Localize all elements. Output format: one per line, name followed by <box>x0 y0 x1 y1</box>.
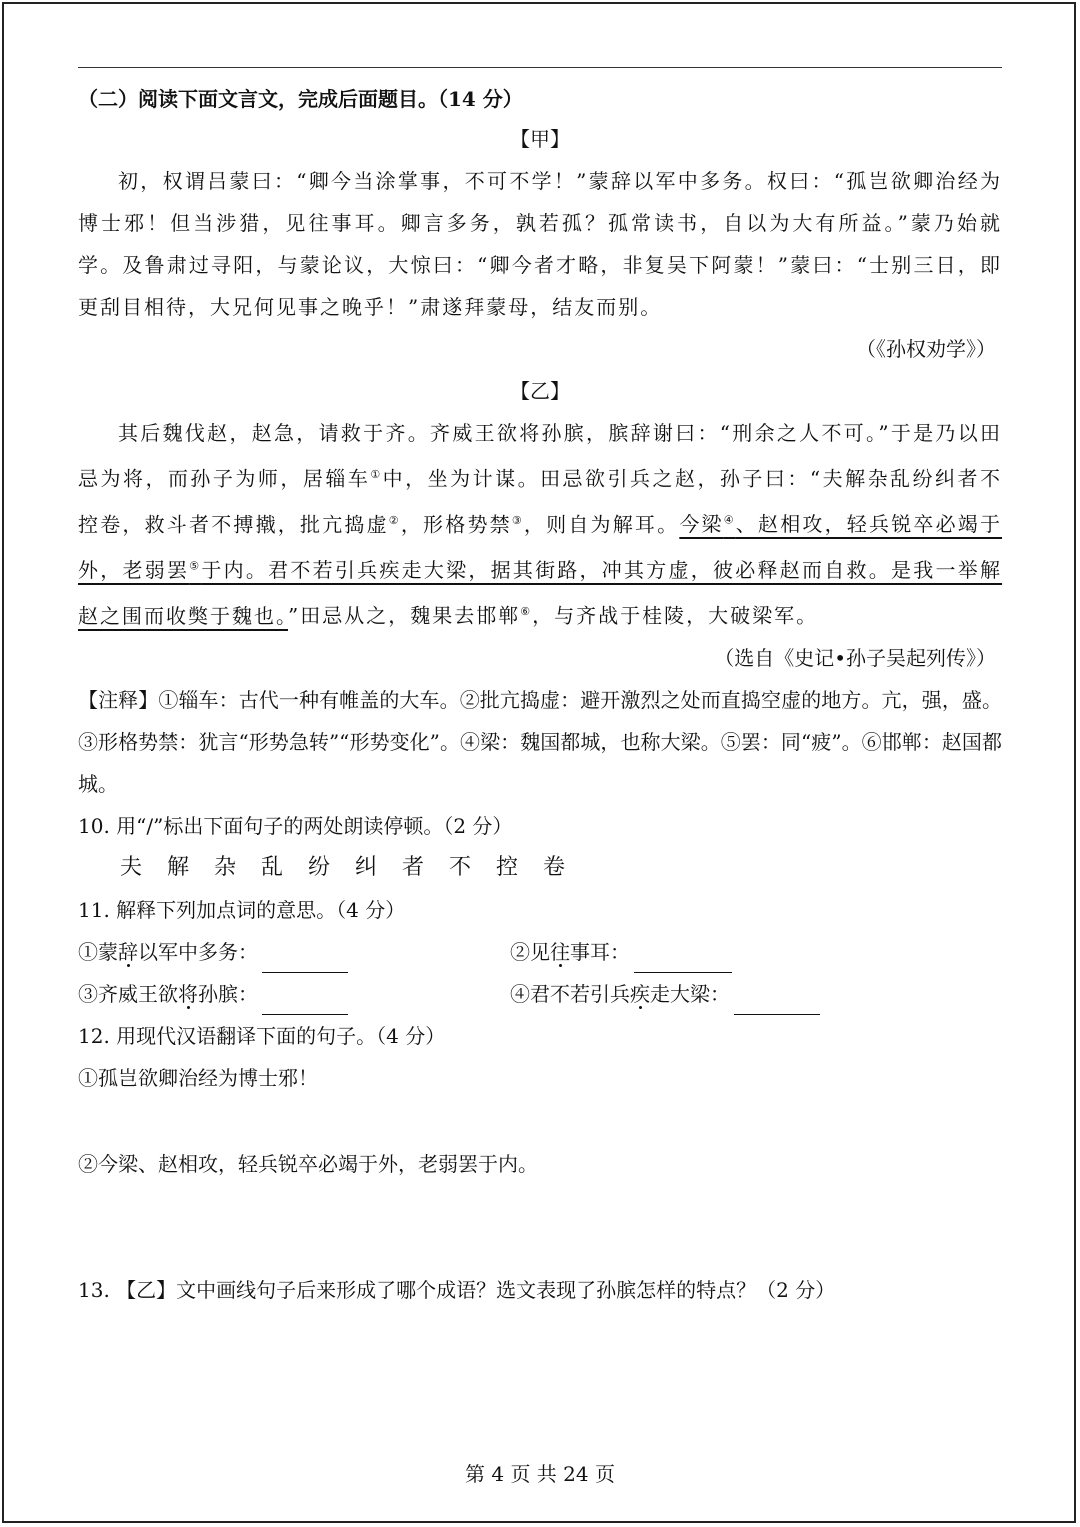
question-11-row1 <box>78 931 1002 973</box>
top-rule <box>78 67 1002 68</box>
passage-jia-source: （《孙权劝学》） <box>856 337 996 361</box>
section-heading: （二）阅读下面文言文，完成后面题目。（14 分） <box>78 87 523 111</box>
answer-blank-4[interactable] <box>734 988 820 1015</box>
question-11-row2 <box>78 973 1002 1015</box>
page-footer: 第 4 页 共 24 页 <box>465 1462 615 1486</box>
question-13: 13. 【乙】文中画线句子后来形成了哪个成语？选文表现了孙膑怎样的特点？（2 分） <box>78 1277 836 1302</box>
annotations: 【注释】①辎车：古代一种有帷盖的大车。②批亢捣虚：避开激烈之处而直捣空虚的地方。亢，强，盛。③形格势禁：犹言“形势急转”“形势变化”。④梁：魏国都城，也称大梁。⑤罢：同“疲”。⑥邯郸：赵国都城。 <box>78 687 1002 796</box>
question-11-item3: ③齐威王欲将孙膑： <box>78 973 510 1015</box>
underlined-sentence: 今梁④、赵相攻，轻兵锐卒必竭于外，老弱罢⑤于内。君不若引兵疾走大梁，据其街路，冲其方虚，彼必释赵而自救。是我一举解赵之围而收獘于魏也。 <box>78 512 1003 628</box>
answer-blank-1[interactable] <box>262 946 348 973</box>
question-12: 12. 用现代汉语翻译下面的句子。（4 分） <box>78 1023 446 1048</box>
question-11-item4: ④君不若引兵疾走大梁： <box>510 973 942 1015</box>
passage-jia-label: 【甲】 <box>510 127 570 151</box>
answer-blank-3[interactable] <box>262 988 348 1015</box>
question-11: 11. 解释下列加点词的意思。（4 分） <box>78 897 406 922</box>
passage-yi-source: （选自《史记•孙子吴起列传》） <box>714 645 996 670</box>
answer-blank-2[interactable] <box>634 946 732 973</box>
passage-yi-label: 【乙】 <box>510 379 570 403</box>
question-10-sentence: 夫 解 杂 乱 纷 纠 者 不 控 卷 <box>120 854 574 880</box>
passage-yi-text: 其后魏伐赵，赵急，请救于齐。齐威王欲将孙膑，膑辞谢曰：“刑余之人不可。”于是乃以田忌为将，而孙子为师，居辎车①中，坐为计谋。田忌欲引兵之赵，孙子曰：“夫解杂乱纷纠者不控卷，救斗者不搏撠，批亢捣虚②，形格势禁③，则自为解耳。今梁④、赵相攻，轻兵锐卒必竭于外，老弱罢⑤于内。君不若引兵疾走大梁，据其街路，冲其方虚，彼必释赵而自救。是我一举解赵之围而收獘于魏也。”田忌从之，魏果去邯郸⑥，与齐战于桂陵，大破梁军。 <box>78 421 1003 628</box>
question-11-item1: ①蒙辞以军中多务： <box>78 931 510 973</box>
passage-jia-text: 初，权谓吕蒙曰：“卿今当涂掌事，不可不学！”蒙辞以军中多务。权曰：“孤岂欲卿治经为博士邪！但当涉猎，见往事耳。卿言多务，孰若孤？孤常读书，自以为大有所益。”蒙乃始就学。及鲁肃过寻阳，与蒙论议，大惊曰：“卿今者才略，非复吴下阿蒙！”蒙曰：“士别三日，即更刮目相待，大兄何见事之晚乎！”肃遂拜蒙母，结友而别。 <box>78 169 1002 319</box>
question-10: 10. 用“/”标出下面句子的两处朗读停顿。（2 分） <box>78 813 513 838</box>
question-11-item2: ②见往事耳： <box>510 931 942 973</box>
answer-space-12-2[interactable] <box>78 1185 1002 1269</box>
question-12-sentence-2: ②今梁、赵相攻，轻兵锐卒必竭于外，老弱罢于内。 <box>78 1151 538 1176</box>
answer-space-12-1[interactable] <box>78 1099 1002 1143</box>
question-12-sentence-1: ①孤岂欲卿治经为博士邪！ <box>78 1065 318 1090</box>
exam-page <box>78 80 1002 1311</box>
